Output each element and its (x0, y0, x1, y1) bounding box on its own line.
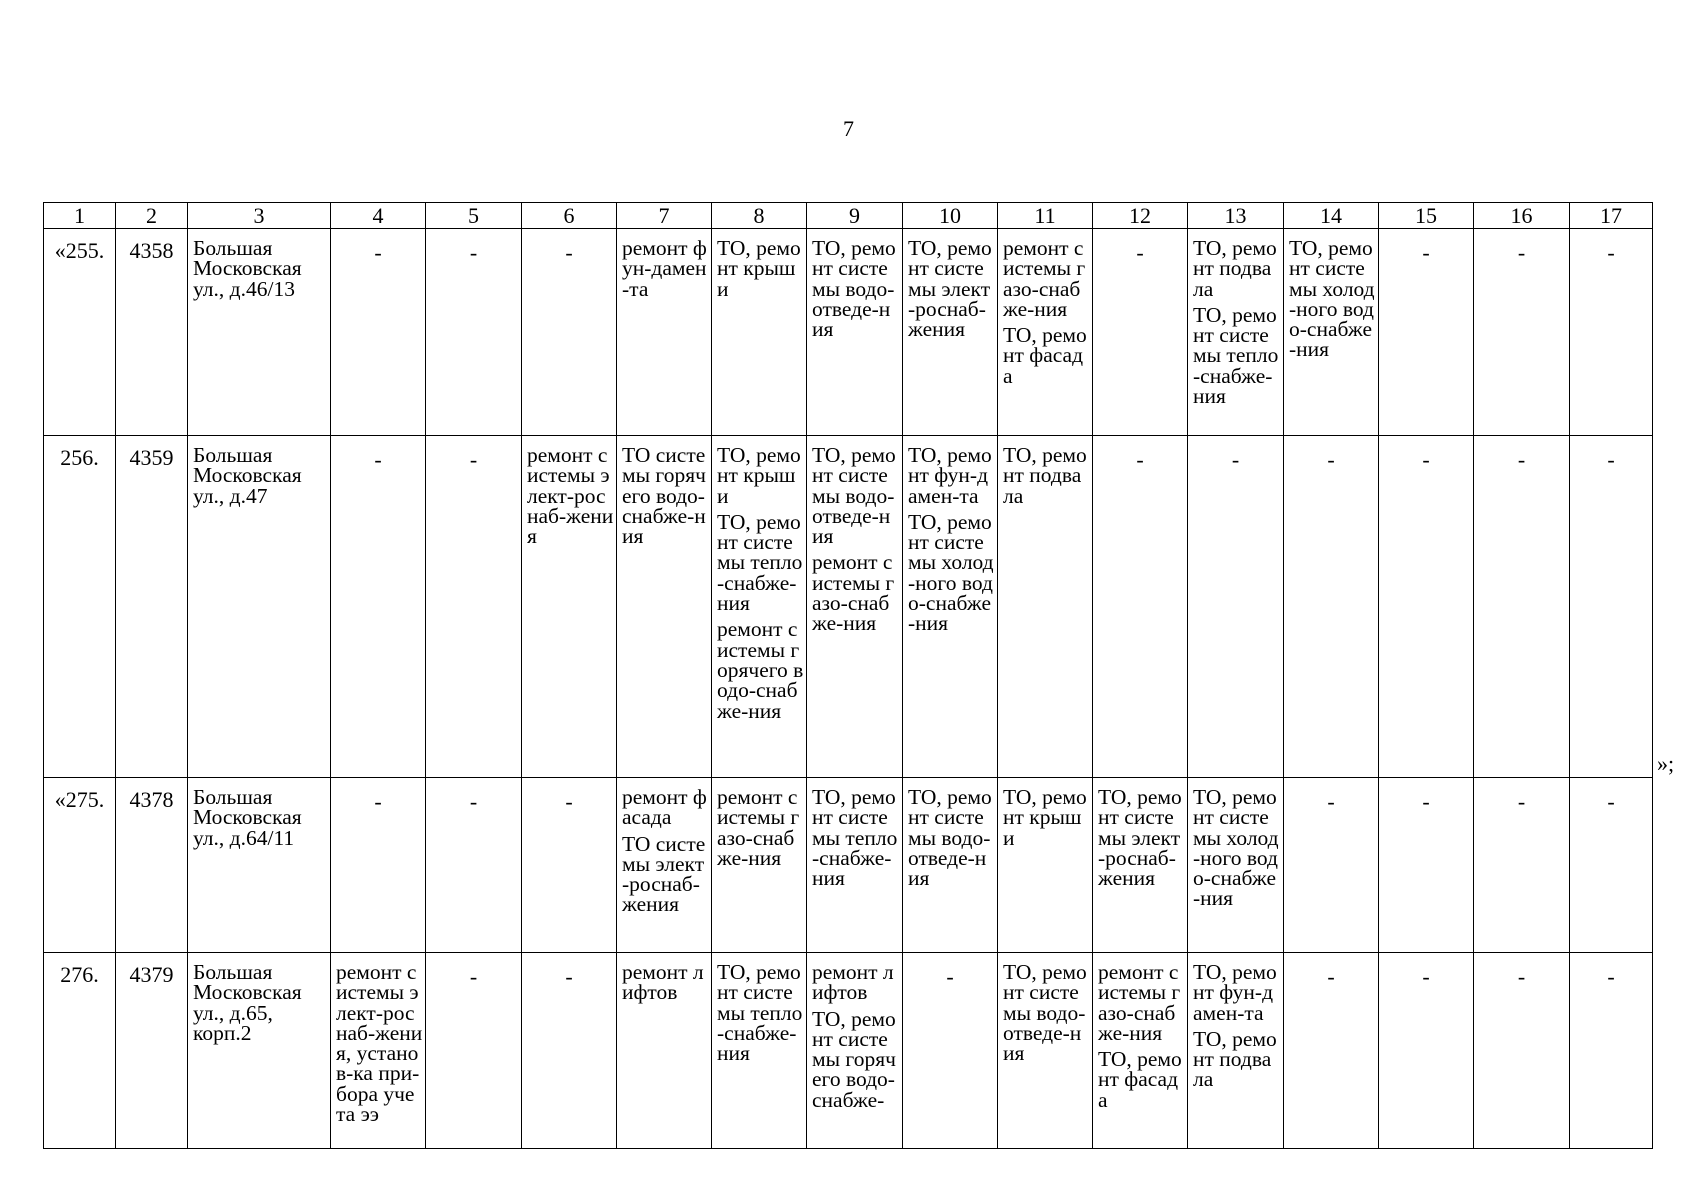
work-entry: ТО, ремонт системы холод-ного водо-снабже-ния (1289, 236, 1375, 362)
row-number-cell: «255. (44, 229, 116, 436)
closing-quote-mark: »; (1657, 751, 1675, 776)
work-type-cell (522, 436, 617, 778)
work-type-cell (807, 436, 903, 778)
work-type-cell (998, 778, 1093, 953)
empty-cell: - (1379, 436, 1474, 778)
repair-schedule-table (43, 202, 1653, 1149)
work-entry: ТО, ремонт крыши (1003, 785, 1087, 850)
work-entry: ТО, ремонт системы водо-отведе-ния (812, 443, 896, 549)
row-number-cell: 276. (44, 953, 116, 1149)
work-type-cell (1188, 778, 1284, 953)
column-number-cell: 7 (617, 203, 712, 229)
work-type-cell (807, 953, 903, 1149)
column-number-cell: 13 (1188, 203, 1284, 229)
work-entry: ТО, ремонт крыши (717, 443, 801, 508)
empty-cell: - (1570, 778, 1653, 953)
work-entry: ТО, ремонт подвала (1003, 443, 1087, 508)
table-row (44, 953, 1653, 1149)
work-type-cell (807, 778, 903, 953)
empty-cell: - (522, 229, 617, 436)
column-number-cell: 14 (1284, 203, 1379, 229)
work-type-cell (1188, 229, 1284, 436)
work-entry: ТО, ремонт системы элект-роснаб-жения (1098, 785, 1182, 891)
work-entry: ТО, ремонт системы холод-ного водо-снабже-ния (1193, 785, 1279, 911)
work-entry: ТО, ремонт фун-дамен-та (1193, 960, 1277, 1025)
work-type-cell (617, 229, 712, 436)
work-type-cell (712, 436, 807, 778)
page-number: 7 (843, 116, 854, 141)
column-number-cell: 9 (807, 203, 903, 229)
empty-cell: - (1474, 778, 1570, 953)
empty-cell: - (1093, 436, 1188, 778)
work-type-cell (998, 436, 1093, 778)
work-entry: ремонт системы газо-снабже-ния (1098, 960, 1181, 1045)
work-entry: ТО, ремонт системы водо-отведе-ния (908, 785, 992, 891)
work-entry: ремонт лифтов (622, 960, 704, 1005)
work-type-cell (903, 778, 998, 953)
work-type-cell (617, 953, 712, 1149)
work-entry: ТО, ремонт фун-дамен-та (908, 443, 992, 508)
work-type-cell (903, 229, 998, 436)
column-number-cell: 2 (116, 203, 188, 229)
empty-cell: - (331, 436, 426, 778)
work-type-cell (712, 778, 807, 953)
work-entry: ремонт системы горячего водо-снабже-ния (717, 617, 804, 723)
work-type-cell (712, 229, 807, 436)
row-number-cell: 256. (44, 436, 116, 778)
empty-cell: - (426, 229, 522, 436)
table-row (44, 229, 1653, 436)
work-type-cell (712, 953, 807, 1149)
empty-cell: - (1284, 778, 1379, 953)
address-cell (188, 229, 331, 436)
address-text: Большая Московская ул., д.64/11 (193, 785, 302, 850)
work-entry: ТО, ремонт системы тепло-снабже-ния (812, 785, 898, 891)
work-entry: ТО, ремонт фасада (1098, 1047, 1182, 1112)
work-entry: ремонт системы газо-снабже-ния (717, 785, 800, 870)
work-type-cell (331, 953, 426, 1149)
address-cell (188, 778, 331, 953)
work-entry: ремонт фасада (622, 785, 707, 830)
building-code-cell: 4378 (116, 778, 188, 953)
column-number-cell: 12 (1093, 203, 1188, 229)
table-row (44, 778, 1653, 953)
work-entry: ТО, ремонт крыши (717, 236, 801, 301)
empty-cell: - (1284, 436, 1379, 778)
work-entry: ТО, ремонт системы тепло-снабже-ния (1193, 302, 1279, 409)
work-entry: ТО, ремонт подвала (1193, 236, 1277, 301)
work-entry: ТО, ремонт системы элект-роснаб-жения (908, 236, 992, 342)
column-number-cell: 6 (522, 203, 617, 229)
empty-cell: - (426, 436, 522, 778)
building-code-cell: 4358 (116, 229, 188, 436)
empty-cell: - (331, 778, 426, 953)
empty-cell: - (903, 953, 998, 1149)
empty-cell: - (426, 953, 522, 1149)
column-number-cell: 5 (426, 203, 522, 229)
work-type-cell (807, 229, 903, 436)
empty-cell: - (1379, 953, 1474, 1149)
work-type-cell (998, 953, 1093, 1149)
building-code-cell: 4359 (116, 436, 188, 778)
work-entry: ТО, ремонт системы тепло-снабже-ния (717, 960, 803, 1066)
work-entry: ТО, ремонт системы тепло-снабже-ния (717, 509, 803, 616)
work-entry: ремонт системы газо-снабже-ния (812, 550, 895, 636)
work-entry: ТО, ремонт системы холод-ного водо-снабже-ния (908, 509, 994, 636)
address-text: Большая Московская ул., д.65, корп.2 (193, 960, 302, 1045)
empty-cell: - (331, 229, 426, 436)
empty-cell: - (426, 778, 522, 953)
row-number-cell: «275. (44, 778, 116, 953)
empty-cell: - (1474, 436, 1570, 778)
column-number-cell: 17 (1570, 203, 1653, 229)
work-type-cell (1093, 953, 1188, 1149)
work-type-cell (903, 436, 998, 778)
empty-cell: - (1570, 953, 1653, 1149)
address-text: Большая Московская ул., д.47 (193, 443, 302, 508)
work-type-cell (998, 229, 1093, 436)
work-entry: ТО, ремонт системы водо-отведе-ния (1003, 960, 1087, 1066)
work-entry: ТО, ремонт системы горячего водо-снабже- (812, 1006, 896, 1112)
address-text: Большая Московская ул., д.46/13 (193, 236, 302, 301)
column-number-header (44, 203, 1653, 229)
empty-cell: - (1474, 229, 1570, 436)
work-entry: ТО системы горячего водо-снабже-ния (622, 443, 706, 549)
work-type-cell (1093, 778, 1188, 953)
work-type-cell (617, 778, 712, 953)
column-number-cell: 15 (1379, 203, 1474, 229)
work-entry: ТО, ремонт подвала (1193, 1026, 1277, 1092)
empty-cell: - (1570, 229, 1653, 436)
empty-cell: - (1379, 229, 1474, 436)
table-row (44, 436, 1653, 778)
column-number-cell: 1 (44, 203, 116, 229)
work-entry: ремонт лифтов (812, 960, 894, 1005)
empty-cell: - (1284, 953, 1379, 1149)
work-type-cell (1188, 953, 1284, 1149)
empty-cell: - (522, 778, 617, 953)
work-type-cell (1284, 229, 1379, 436)
work-entry: ремонт системы газо-снабже-ния (1003, 236, 1086, 321)
column-number-cell: 8 (712, 203, 807, 229)
empty-cell: - (1093, 229, 1188, 436)
building-code-cell: 4379 (116, 953, 188, 1149)
empty-cell: - (522, 953, 617, 1149)
empty-cell: - (1379, 778, 1474, 953)
work-entry: ремонт фун-дамен-та (622, 236, 707, 301)
work-entry: ремонт системы элект-роснаб-жения, установ-ка при-бора учета ээ (336, 960, 423, 1127)
work-entry: ремонт системы элект-роснаб-жения (527, 443, 614, 549)
column-number-cell: 3 (188, 203, 331, 229)
empty-cell: - (1474, 953, 1570, 1149)
work-entry: ТО системы элект-роснаб-жения (622, 831, 706, 917)
address-cell (188, 436, 331, 778)
work-entry: ТО, ремонт фасада (1003, 323, 1087, 388)
address-cell (188, 953, 331, 1149)
empty-cell: - (1188, 436, 1284, 778)
column-number-cell: 11 (998, 203, 1093, 229)
empty-cell: - (1570, 436, 1653, 778)
work-entry: ТО, ремонт системы водо-отведе-ния (812, 236, 896, 342)
column-number-cell: 10 (903, 203, 998, 229)
work-type-cell (617, 436, 712, 778)
column-number-cell: 16 (1474, 203, 1570, 229)
column-number-cell: 4 (331, 203, 426, 229)
